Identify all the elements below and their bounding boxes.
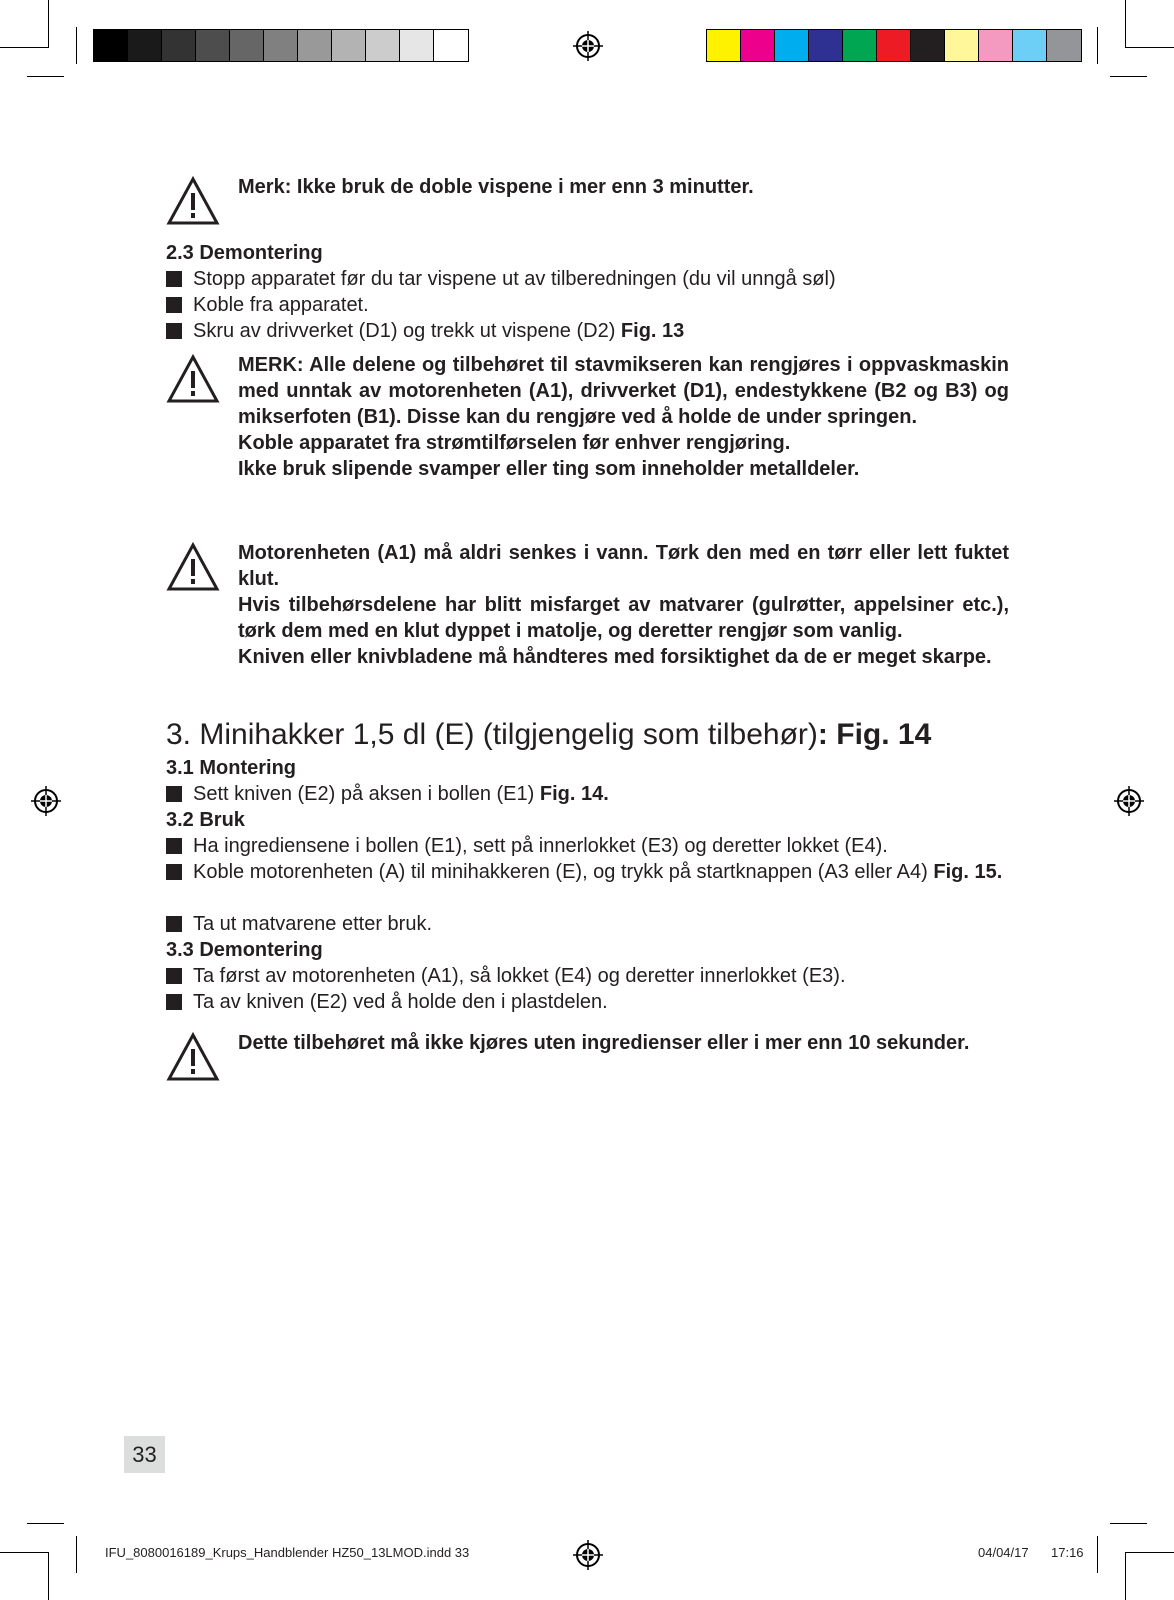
warning-note <box>166 540 1009 670</box>
bullet-square-icon <box>166 786 182 802</box>
color-swatch <box>741 30 775 61</box>
warning-text: Ikke bruk slipende svamper eller ting som inneholder metalldeler. <box>238 458 860 480</box>
footer-filename: IFU_8080016189_Krups_Handblender HZ50_13LMOD.indd 33 <box>105 1545 470 1560</box>
crop-mark <box>48 0 49 48</box>
color-swatch <box>1047 30 1081 61</box>
registration-mark-icon <box>573 31 603 61</box>
list-item: Koble fra apparatet. <box>166 292 1009 318</box>
gray-swatch <box>264 30 298 61</box>
bullet-square-icon <box>166 838 182 854</box>
footer-time: 17:16 <box>1051 1545 1084 1560</box>
crop-mark <box>0 47 48 48</box>
section-title: 3. Minihakker 1,5 dl (E) (tilgjengelig som tilbehør): Fig. 14 <box>166 718 932 751</box>
warning-note <box>166 174 1009 200</box>
color-swatch <box>1013 30 1047 61</box>
gray-swatch <box>298 30 332 61</box>
gray-swatch <box>400 30 434 61</box>
bullet-square-icon <box>166 323 182 339</box>
list-item: Stopp apparatet før du tar vispene ut av tilberedningen (du vil unngå søl) <box>166 266 1009 292</box>
crop-mark <box>48 1552 49 1600</box>
figure-reference: Fig. 14. <box>539 783 609 805</box>
list-item: Koble motorenheten (A) til minihakkeren (E), og trykk på startknappen (A3 eller A4) Fig. 15. <box>166 859 1009 885</box>
bullet-square-icon <box>166 916 182 932</box>
warning-text: MERK: Alle delene og tilbehøret til stavmikseren kan rengjøres i oppvaskmaskin med unntak av motorenheten (A1), drivverket (D1), endestykkene (B2 og B3) og mikserfoten (B1). Disse kan du rengjøre ved å holde de under springen. <box>238 354 1009 428</box>
crop-mark <box>1125 1552 1126 1600</box>
grayscale-color-bar <box>93 29 469 62</box>
gray-swatch <box>196 30 230 61</box>
crop-mark <box>1110 76 1147 77</box>
gray-swatch <box>230 30 264 61</box>
warning-text: Merk: Ikke bruk de doble vispene i mer enn 3 minutter. <box>238 176 754 198</box>
warning-text: Koble apparatet fra strømtilførselen før enhver rengjøring. <box>238 432 791 454</box>
section-heading: 3.1 Montering <box>166 757 297 779</box>
color-swatch <box>843 30 877 61</box>
color-swatch <box>945 30 979 61</box>
process-color-bar <box>706 29 1082 62</box>
gray-swatch <box>366 30 400 61</box>
figure-reference: : Fig. 14 <box>817 718 932 751</box>
footer-date: 04/04/17 <box>978 1545 1029 1560</box>
warning-text: Kniven eller knivbladene må håndteres med forsiktighet da de er meget skarpe. <box>238 646 992 668</box>
warning-triangle-icon <box>166 176 220 226</box>
warning-text: Dette tilbehøret må ikke kjøres uten ingredienser eller i mer enn 10 sekunder. <box>238 1032 970 1054</box>
crop-mark <box>0 1552 48 1553</box>
warning-triangle-icon <box>166 354 220 404</box>
bullet-square-icon <box>166 968 182 984</box>
list-item: Ha ingrediensene i bollen (E1), sett på innerlokket (E3) og deretter lokket (E4). <box>166 833 1009 859</box>
crop-mark <box>1126 47 1174 48</box>
color-swatch <box>809 30 843 61</box>
gray-swatch <box>332 30 366 61</box>
color-swatch <box>877 30 911 61</box>
list-item: Ta av kniven (E2) ved å holde den i plastdelen. <box>166 989 1009 1015</box>
registration-mark-icon <box>1114 786 1144 816</box>
crop-mark <box>1110 1523 1147 1524</box>
bullet-square-icon <box>166 994 182 1010</box>
color-swatch <box>707 30 741 61</box>
color-swatch <box>775 30 809 61</box>
warning-note <box>166 1030 1009 1056</box>
color-swatch <box>979 30 1013 61</box>
list-item: Sett kniven (E2) på aksen i bollen (E1) Fig. 14. <box>166 781 1009 807</box>
gray-swatch <box>434 30 468 61</box>
crop-mark <box>1097 27 1098 64</box>
warning-text: Hvis tilbehørsdelene har blitt misfarget av matvarer (gulrøtter, appelsiner etc.), tørk dem med en klut dyppet i matolje, og deretter rengjør som vanlig. <box>238 594 1009 642</box>
figure-reference: Fig. 13 <box>620 320 685 342</box>
bullet-square-icon <box>166 297 182 313</box>
color-swatch <box>911 30 945 61</box>
gray-swatch <box>162 30 196 61</box>
page-number: 33 <box>124 1436 165 1473</box>
warning-triangle-icon <box>166 1032 220 1082</box>
section-heading: 3.2 Bruk <box>166 809 245 831</box>
figure-reference: Fig. 15. <box>933 861 1003 883</box>
crop-mark <box>27 76 64 77</box>
section-heading: 3.3 Demontering <box>166 939 323 961</box>
warning-text: Motorenheten (A1) må aldri senkes i vann. Tørk den med en tørr eller lett fuktet klut. <box>238 542 1009 590</box>
gray-swatch <box>128 30 162 61</box>
crop-mark <box>27 1523 64 1524</box>
registration-mark-icon <box>31 786 61 816</box>
crop-mark <box>76 27 77 64</box>
crop-mark <box>1097 1536 1098 1573</box>
list-item: Ta ut matvarene etter bruk. <box>166 911 1009 937</box>
registration-mark-icon <box>573 1540 603 1570</box>
crop-mark <box>76 1536 77 1573</box>
bullet-square-icon <box>166 271 182 287</box>
gray-swatch <box>94 30 128 61</box>
crop-mark <box>1126 1552 1174 1553</box>
list-item: Ta først av motorenheten (A1), så lokket (E4) og deretter innerlokket (E3). <box>166 963 1009 989</box>
warning-note <box>166 352 1009 482</box>
section-heading: 2.3 Demontering <box>166 242 323 264</box>
crop-mark <box>1125 0 1126 48</box>
bullet-square-icon <box>166 864 182 880</box>
list-item: Skru av drivverket (D1) og trekk ut vispene (D2) Fig. 13 <box>166 318 1009 344</box>
warning-triangle-icon <box>166 542 220 592</box>
